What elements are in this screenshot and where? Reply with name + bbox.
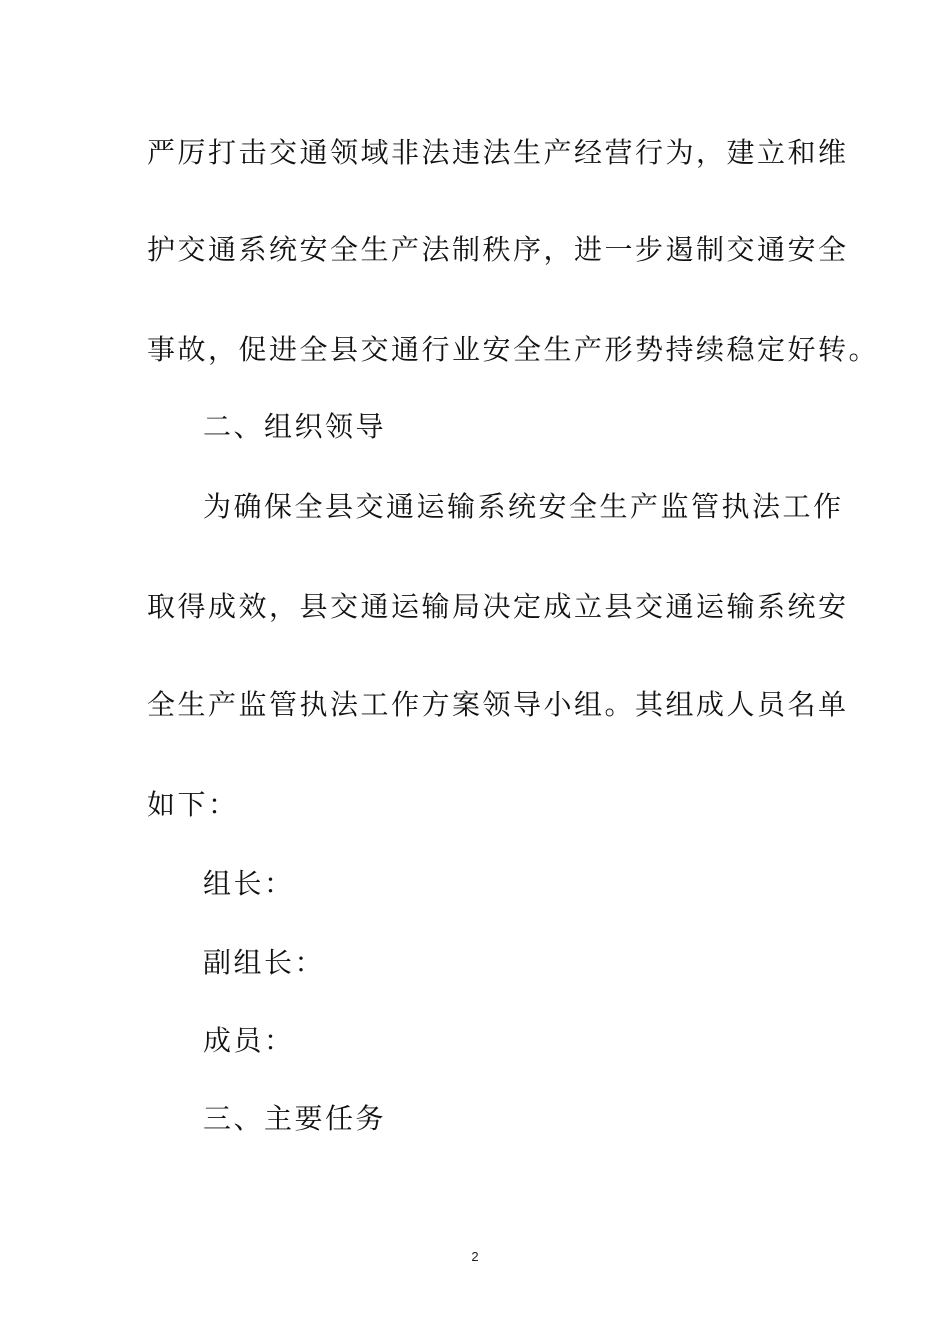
paragraph-line-6: 全生产监管执法工作方案领导小组。其组成人员名单: [147, 688, 849, 721]
deputy-leader-label: 副组长：: [203, 946, 326, 979]
leader-label: 组长：: [203, 867, 295, 900]
section-heading-main-tasks: 三、主要任务: [203, 1102, 387, 1135]
paragraph-line-1: 严厉打击交通领域非法违法生产经营行为，建立和维: [147, 136, 849, 169]
paragraph-line-4: 为确保全县交通运输系统安全生产监管执法工作: [203, 490, 844, 523]
page-number: 2: [471, 1249, 479, 1264]
paragraph-line-7: 如下：: [147, 788, 239, 821]
paragraph-line-5: 取得成效，县交通运输局决定成立县交通运输系统安: [147, 590, 849, 623]
members-label: 成员：: [203, 1024, 295, 1057]
paragraph-line-3: 事故，促进全县交通行业安全生产形势持续稳定好转。: [147, 333, 880, 366]
paragraph-line-2: 护交通系统安全生产法制秩序，进一步遏制交通安全: [147, 233, 849, 266]
section-heading-organization: 二、组织领导: [203, 410, 387, 443]
